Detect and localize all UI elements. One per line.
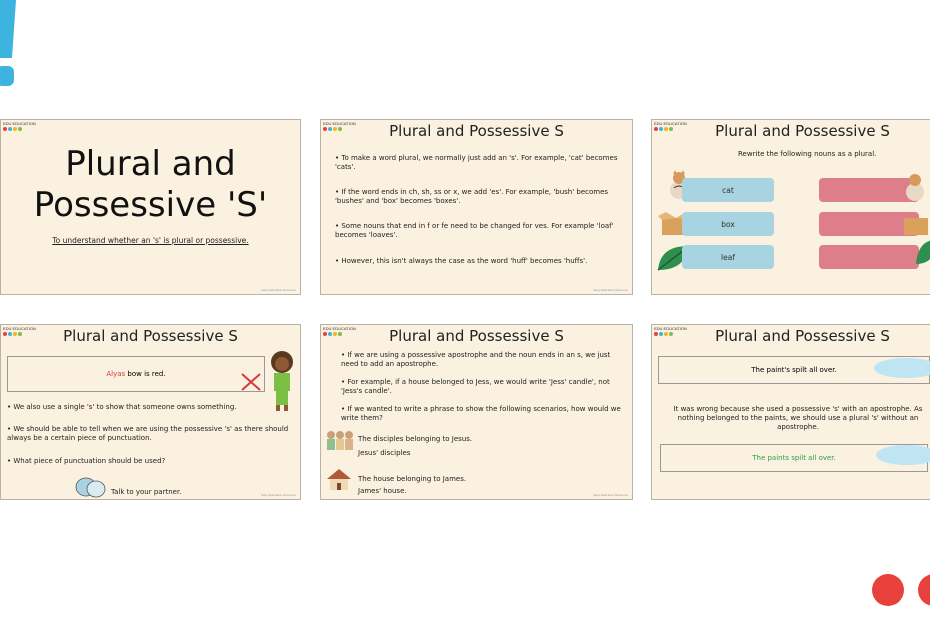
example-sentence-rest: bow is red.: [125, 370, 166, 378]
slide-footer: Easy Education Resource: [261, 493, 296, 497]
brand-badge-icon: [872, 574, 904, 606]
slide-thumbnail-2[interactable]: [320, 119, 633, 295]
bullet-text: • What piece of punctuation should be used?: [7, 457, 166, 465]
slide-title: Plural and Possessive S: [63, 327, 238, 345]
brand-logo: EDU EDUCATION: [323, 327, 356, 336]
bullet-text: • Some nouns that end in f or fe need to be changed for ves. For example 'loaf' becomes 'loaves'.: [335, 222, 614, 239]
brand-badge-icon: [918, 574, 930, 606]
noun-card-cat[interactable]: cat: [682, 178, 774, 202]
cat-icon: [902, 172, 928, 202]
explanation-text: It was wrong because she used a possessive 's' with an apostrophe. As nothing belonged to the paints, we should use a plural 's' without an apostrophe.: [673, 405, 923, 431]
noun-card-leaf[interactable]: leaf: [682, 245, 774, 269]
instruction-text: Rewrite the following nouns as a plural.: [738, 150, 877, 158]
bullet-text: • To make a word plural, we normally just add an 's'. For example, 'cat' becomes 'cats'.: [335, 154, 618, 171]
bullet-text: • However, this isn't always the case as the word 'huff' becomes 'huffs'.: [335, 257, 588, 265]
slide-thumbnail-5[interactable]: [320, 324, 633, 500]
slide-title: Plural and Possessive S: [715, 327, 890, 345]
exclamation-decoration-icon: [0, 0, 26, 92]
paint-puddle-icon: [876, 445, 930, 465]
incorrect-sentence: The paint's spilt all over.: [751, 366, 837, 374]
slide-title: Plural and Possessive 'S': [33, 144, 268, 225]
disciples-icon: [324, 429, 354, 451]
bullet-text: • If we wanted to write a phrase to show the following scenarios, how would we write them?: [341, 405, 621, 422]
answer-text: James' house.: [358, 487, 407, 495]
leaf-icon: [914, 238, 930, 266]
answer-text: Jesus' disciples: [358, 449, 411, 457]
cross-icon: [239, 371, 263, 393]
bullet-text: • If the word ends in ch, sh, ss or x, we add 'es'. For example, 'bush' becomes 'bushes' and 'box' becomes 'boxes'.: [335, 188, 609, 205]
paint-puddle-icon: [874, 358, 930, 378]
slide-footer: Easy Education Resource: [261, 288, 296, 292]
house-icon: [325, 467, 353, 491]
box-icon: [900, 210, 930, 236]
talk-prompt: Talk to your partner.: [111, 488, 182, 496]
brand-logo: EDU EDUCATION: [3, 122, 36, 131]
slide-thumbnail-1[interactable]: [0, 119, 301, 295]
brand-logo: EDU EDUCATION: [654, 122, 687, 131]
noun-card-box[interactable]: box: [682, 212, 774, 236]
slide-title: Plural and Possessive S: [389, 327, 564, 345]
scenario-text: The house belonging to James.: [358, 475, 467, 483]
answer-card-leaf[interactable]: [819, 245, 919, 269]
scenario-text: The disciples belonging to Jesus.: [358, 435, 473, 443]
example-sentence-box: [7, 356, 265, 392]
brand-logo: EDU EDUCATION: [654, 327, 687, 336]
bullet-text: • We also use a single 's' to show that someone owns something.: [7, 403, 237, 411]
slide-thumbnail-3[interactable]: [651, 119, 930, 295]
slide-title: Plural and Possessive S: [715, 122, 890, 140]
slide-thumbnail-4[interactable]: [0, 324, 301, 500]
brand-logo: EDU EDUCATION: [3, 327, 36, 336]
brand-logo: EDU EDUCATION: [323, 122, 356, 131]
owner-name: Alyas: [106, 370, 126, 378]
bullet-text: • If we are using a possessive apostrophe and the noun ends in an s, we just need to add an apostrophe.: [341, 351, 611, 368]
correct-sentence: The paints spilt all over.: [752, 454, 836, 462]
bullet-text: • For example, if a house belonged to Jess, we would write 'Jess' candle', not 'Jess's candle'.: [341, 378, 610, 395]
slide-footer: Easy Education Resource: [593, 288, 628, 292]
slide-thumbnail-6[interactable]: [651, 324, 930, 500]
slide-title: Plural and Possessive S: [389, 122, 564, 140]
girl-character-icon: [265, 349, 299, 413]
learning-objective: To understand whether an 's' is plural or possessive.: [52, 236, 249, 245]
bullet-text: • We should be able to tell when we are using the possessive 's' as there should always be a certain piece of punctuation.: [7, 425, 289, 442]
slide-footer: Easy Education Resource: [593, 493, 628, 497]
speech-bubbles-icon: [75, 475, 107, 500]
